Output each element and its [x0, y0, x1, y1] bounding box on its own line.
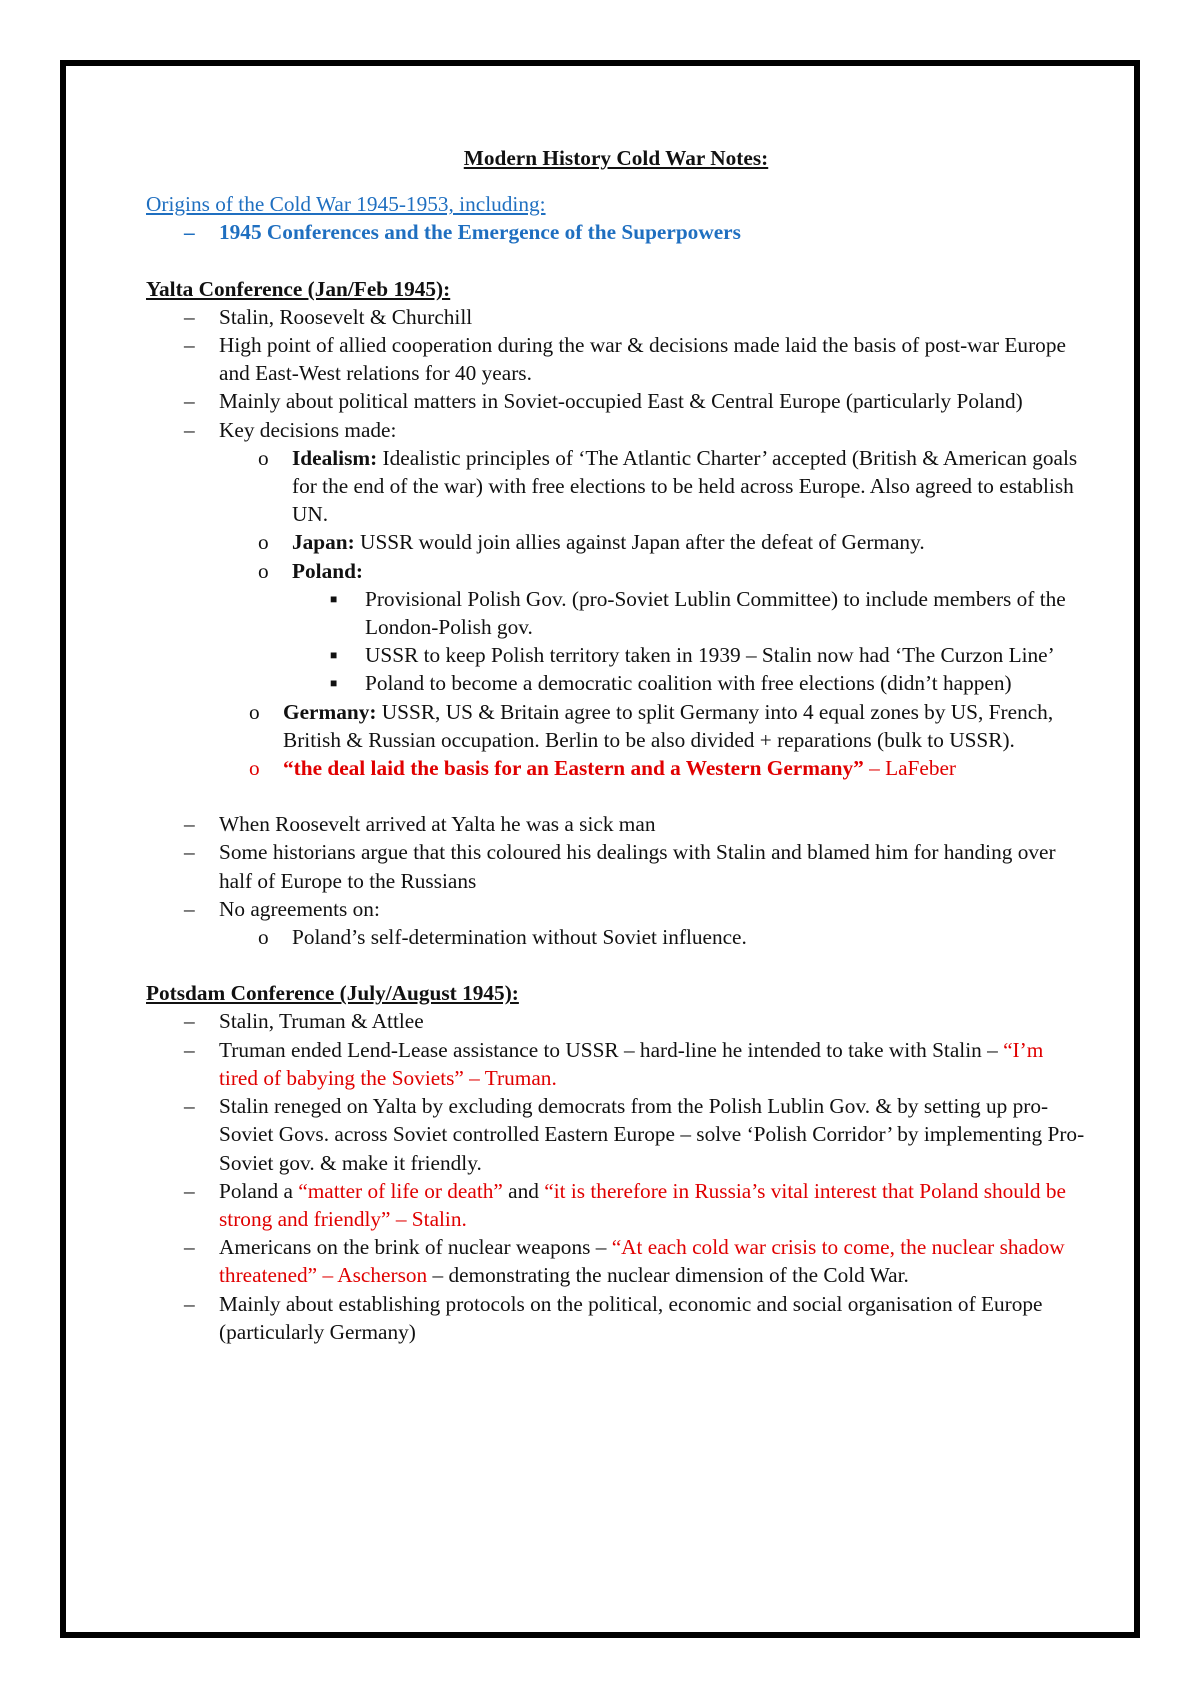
potsdam-heading: Potsdam Conference (July/August 1945): [146, 981, 519, 1006]
list-item: – Stalin, Roosevelt & Churchill [184, 304, 473, 329]
list-item: – No agreements on: [184, 896, 380, 921]
list-item: – High point of allied cooperation during the war & decisions made laid the basis of post-war Europe and East-West relations for 40 years. [184, 333, 1066, 386]
poland-point: ■ Poland to become a democratic coalition with free elections (didn’t happen) [330, 671, 1012, 696]
origins-heading: Origins of the Cold War 1945-1953, including: [146, 192, 546, 217]
list-item: – Mainly about political matters in Soviet-occupied East & Central Europe (particularly Poland) [184, 389, 1023, 414]
sub-item-poland: o Poland: [258, 558, 364, 583]
sub-item-quote: o “the deal laid the basis for an Eastern and a Western Germany” – LaFeber [249, 756, 957, 781]
list-item: – Truman ended Lend-Lease assistance to USSR – hard-line he intended to take with Stalin – “I’m tired of babying the Soviets” – Truman. [184, 1037, 1044, 1090]
sub-item-idealism: o Idealism: Idealistic principles of ‘The Atlantic Charter’ accepted (British & American goals for the end of the war) with free elections to be held across Europe. Also agreed to establish UN. [258, 445, 1078, 527]
page-title: Modern History Cold War Notes: [463, 146, 769, 170]
document-body [146, 144, 1086, 1346]
poland-point: ■ USSR to keep Polish territory taken in 1939 – Stalin now had ‘The Curzon Line’ [330, 643, 1055, 668]
list-item: – When Roosevelt arrived at Yalta he was a sick man [184, 812, 656, 837]
sub-item: o Poland’s self-determination without Soviet influence. [258, 925, 747, 950]
dash-bullet: – [184, 220, 195, 245]
list-item: – Stalin reneged on Yalta by excluding democrats from the Polish Lublin Gov. & by setting up pro-Soviet Govs. across Soviet controlled Eastern Europe – solve ‘Polish Corridor’ by implementing Pro-Soviet gov. & make it friendly. [184, 1094, 1085, 1175]
yalta-heading: Yalta Conference (Jan/Feb 1945): [146, 276, 451, 301]
list-item: – Some historians argue that this coloured his dealings with Stalin and blamed him for handing over half of Europe to the Russians [184, 840, 1056, 893]
list-item: – Stalin, Truman & Attlee [184, 1009, 424, 1034]
origins-subheading: – 1945 Conferences and the Emergence of the Superpowers [146, 218, 1086, 246]
list-item: – Americans on the brink of nuclear weapons – “At each cold war crisis to come, the nuclear shadow threatened” – Ascherson – demonstrating the nuclear dimension of the Cold War. [184, 1235, 1065, 1288]
list-item: – Mainly about establishing protocols on the political, economic and social organisation of Europe (particularly Germany) [184, 1291, 1043, 1344]
sub-item-germany: o Germany: USSR, US & Britain agree to split Germany into 4 equal zones by US, French, British & Russian occupation. Berlin to be also divided + reparations (bulk to USSR). [249, 699, 1054, 752]
sub-item-japan: o Japan: USSR would join allies against Japan after the defeat of Germany. [258, 530, 925, 555]
list-item: – Poland a “matter of life or death” and “it is therefore in Russia’s vital interest that Poland should be strong and friendly” – Stalin. [184, 1178, 1066, 1231]
list-item: – Key decisions made: [184, 417, 397, 442]
poland-point: ■ Provisional Polish Gov. (pro-Soviet Lublin Committee) to include members of the London-Polish gov. [330, 586, 1066, 640]
